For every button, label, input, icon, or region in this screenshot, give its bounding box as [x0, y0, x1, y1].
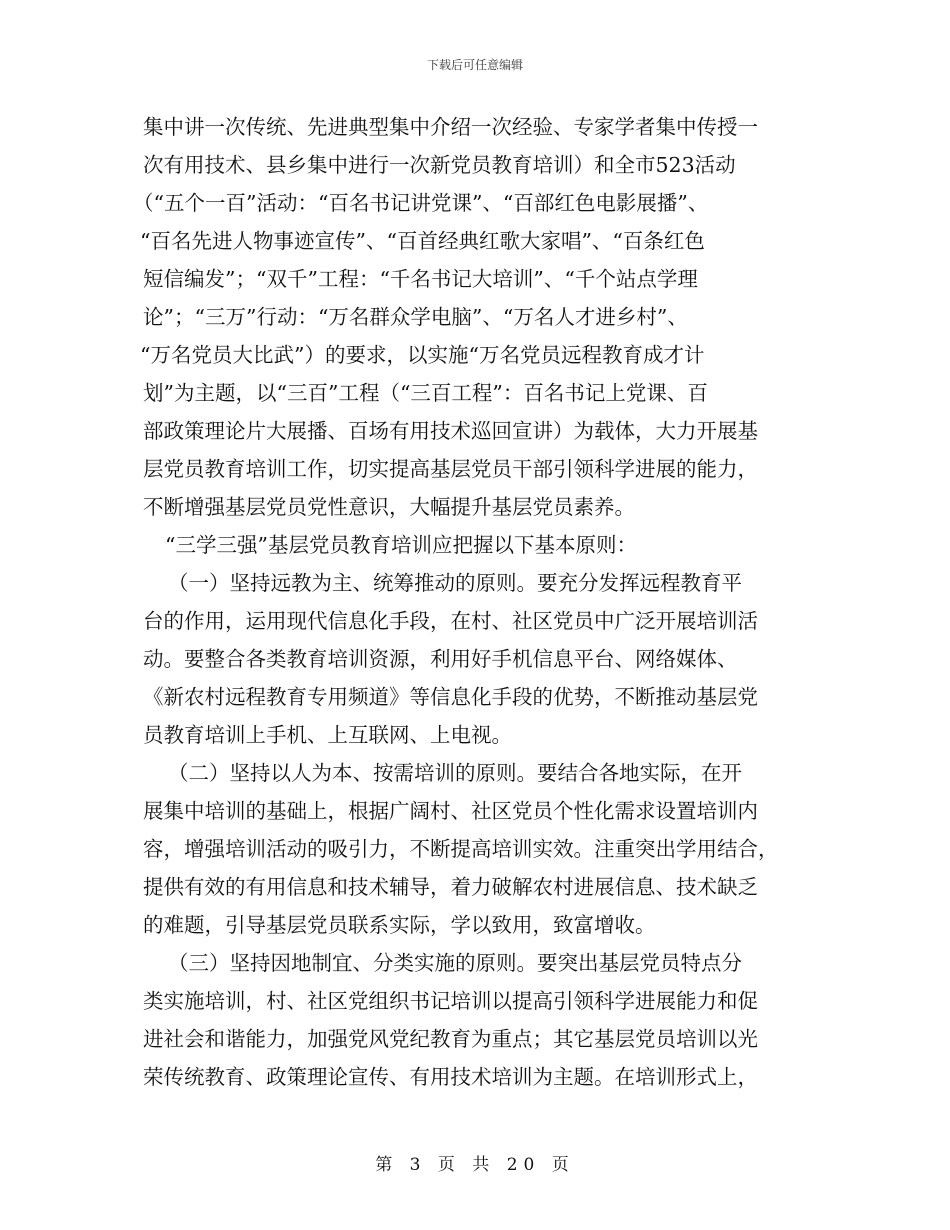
text-line: 划”为主题，以“三百”工程（“三百工程”：百名书记上党课、百 — [143, 381, 708, 405]
text-line: 进社会和谐能力，加强党风党纪教育为重点；其它基层党员培训以光 — [143, 1027, 758, 1051]
text-line: 台的作用，运用现代信息化手段，在村、社区党员中广泛开展培训活 — [143, 609, 758, 633]
text-line: 不断增强基层党员党性意识，大幅提升基层党员素养。 — [143, 495, 635, 519]
text-line: 员教育培训上手机、上互联网、上电视。 — [143, 723, 512, 747]
text-line: （“五个一百”活动：“百名书记讲党课”、“百部红色电影展播”、 — [133, 191, 709, 215]
text-line: 展集中培训的基础上，根据广阔村、社区党员个性化需求设置培训内 — [143, 799, 758, 823]
text-line: （二）坚持以人为本、按需培训的原则。要结合各地实际，在开 — [168, 761, 742, 785]
text-line: “三学三强”基层党员教育培训应把握以下基本原则： — [165, 533, 637, 557]
text-line: 论”；“三万”行动：“万名群众学电脑”、“万名人才进乡村”、 — [143, 305, 688, 329]
text-line: 类实施培训，村、社区党组织书记培训以提高引领科学进展能力和促 — [143, 989, 758, 1013]
text-line: 动。要整合各类教育培训资源，利用好手机信息平台、网络媒体、 — [143, 647, 738, 671]
text-line: 部政策理论片大展播、百场有用技术巡回宣讲）为载体，大力开展基 — [143, 419, 758, 443]
text-line: （三）坚持因地制宜、分类实施的原则。要突出基层党员特点分 — [168, 951, 742, 975]
page-header: 下载后可任意编辑 — [426, 58, 523, 72]
text-line: “百名先进人物事迹宣传”、“百首经典红歌大家唱”、“百条红色 — [140, 229, 705, 253]
text-line: 《新农村远程教育专用频道》等信息化手段的优势，不断推动基层党 — [143, 685, 758, 709]
text-line: 层党员教育培训工作，切实提高基层党员干部引领科学进展的能力， — [143, 457, 758, 481]
text-line: 容，增强培训活动的吸引力，不断提高培训实效。注重突出学用结合， — [143, 837, 779, 861]
text-line: （一）坚持远教为主、统筹推动的原则。要充分发挥远程教育平 — [168, 571, 742, 595]
text-line: 短信编发”；“双千”工程：“千名书记大培训”、“千个站点学理 — [143, 267, 698, 291]
text-line: 荣传统教育、政策理论宣传、有用技术培训为主题。在培训形式上， — [143, 1065, 758, 1089]
text-line: 的难题，引导基层党员联系实际，学以致用，致富增收。 — [143, 913, 656, 937]
text-line: 次有用技术、县乡集中进行一次新党员教育培训）和全市523活动 — [143, 153, 736, 177]
text-line: 提供有效的有用信息和技术辅导，着力破解农村进展信息、技术缺乏 — [143, 875, 758, 899]
text-line: 集中讲一次传统、先进典型集中介绍一次经验、专家学者集中传授一 — [143, 115, 758, 139]
text-line: “万名党员大比武”）的要求，以实施“万名党员远程教育成才计 — [140, 343, 705, 367]
page-number: 第 3 页 共 20 页 — [375, 1155, 575, 1175]
